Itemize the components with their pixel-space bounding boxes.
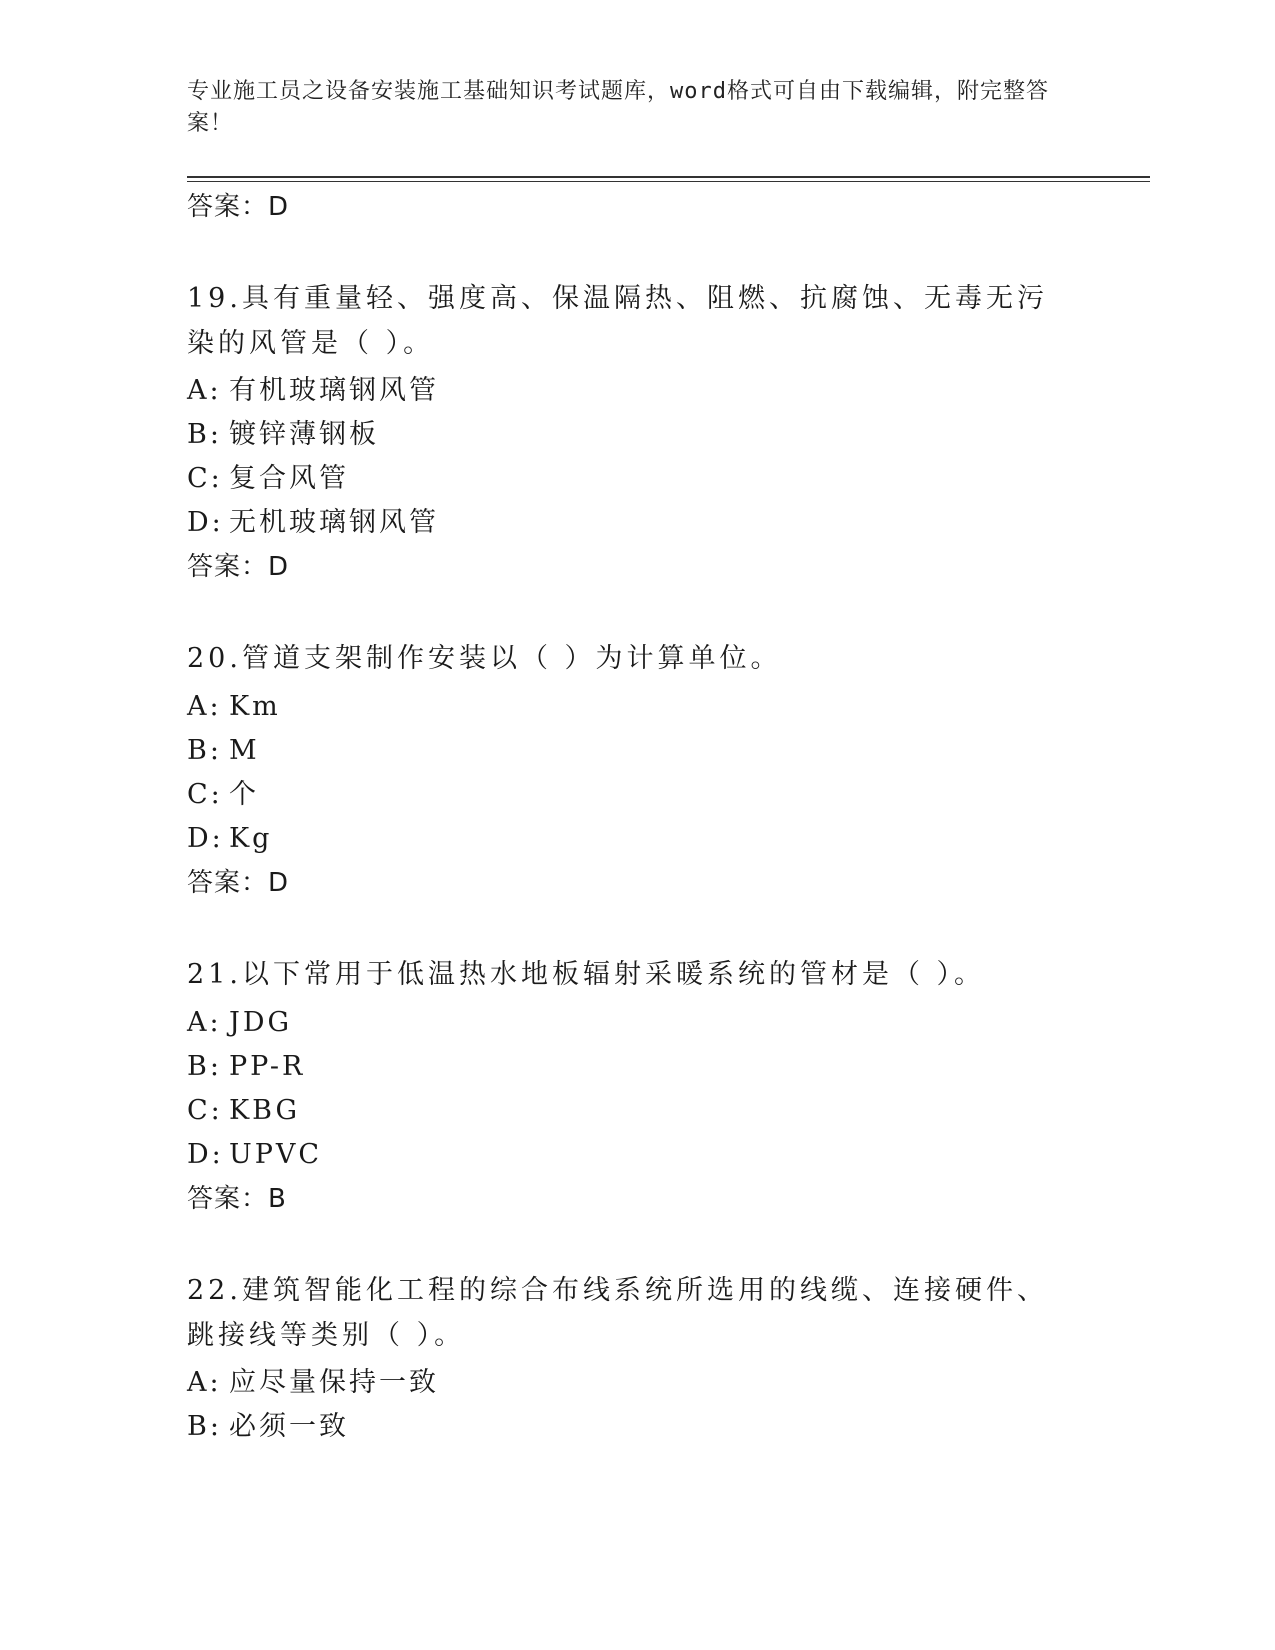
question-text bbox=[187, 636, 1067, 681]
option-c bbox=[187, 780, 259, 810]
option-text: PP-R bbox=[229, 1051, 306, 1082]
option-label: D: bbox=[187, 507, 224, 538]
option-label: B: bbox=[187, 419, 222, 450]
option-c bbox=[187, 1096, 300, 1126]
option-text: 复合风管 bbox=[229, 463, 349, 494]
option-label: C: bbox=[187, 463, 223, 494]
option-text: 有机玻璃钢风管 bbox=[229, 375, 439, 406]
answer-value: D bbox=[268, 868, 290, 898]
option-a bbox=[187, 1368, 439, 1398]
option-label: A: bbox=[187, 691, 222, 722]
answer-line bbox=[187, 192, 289, 222]
question-text bbox=[187, 952, 1067, 997]
option-label: A: bbox=[187, 1367, 222, 1398]
question-body: 具有重量轻、强度高、保温隔热、阻燃、抗腐蚀、无毒无污染的风管是（ ）。 bbox=[187, 283, 1048, 359]
header-divider bbox=[187, 176, 1150, 182]
answer-value: D bbox=[268, 192, 290, 222]
question-body: 建筑智能化工程的综合布线系统所选用的线缆、连接硬件、跳接线等类别（ ）。 bbox=[187, 1275, 1048, 1351]
option-text: KBG bbox=[229, 1095, 301, 1126]
answer-line bbox=[187, 552, 289, 582]
answer-value: B bbox=[268, 1184, 287, 1214]
option-b bbox=[187, 1052, 305, 1082]
option-b bbox=[187, 420, 379, 450]
question-number: 20. bbox=[187, 643, 242, 674]
option-label: B: bbox=[187, 735, 222, 766]
option-a bbox=[187, 692, 281, 722]
option-text: 个 bbox=[229, 779, 259, 810]
answer-line bbox=[187, 1184, 287, 1214]
question-text bbox=[187, 1268, 1067, 1358]
page-header: 专业施工员之设备安装施工基础知识考试题库，word格式可自由下载编辑，附完整答案！ bbox=[187, 79, 1049, 136]
answer-value: D bbox=[268, 552, 290, 582]
answer-label: 答案： bbox=[187, 1184, 269, 1214]
option-label: D: bbox=[187, 1139, 224, 1170]
question-number: 21. bbox=[187, 959, 242, 990]
option-text: 应尽量保持一致 bbox=[229, 1367, 439, 1398]
option-text: Kg bbox=[229, 823, 273, 854]
option-label: D: bbox=[187, 823, 224, 854]
answer-label: 答案： bbox=[187, 868, 269, 898]
question-text bbox=[187, 276, 1067, 366]
answer-label: 答案： bbox=[187, 552, 269, 582]
option-label: C: bbox=[187, 1095, 223, 1126]
option-c bbox=[187, 464, 349, 494]
answer-label: 答案： bbox=[187, 192, 269, 222]
option-text: UPVC bbox=[229, 1139, 323, 1170]
option-label: C: bbox=[187, 779, 223, 810]
question-number: 19. bbox=[187, 283, 242, 314]
option-label: A: bbox=[187, 1007, 222, 1038]
option-text: M bbox=[229, 735, 260, 766]
question-body: 管道支架制作安装以（ ）为计算单位。 bbox=[241, 643, 782, 674]
question-number: 22. bbox=[187, 1275, 242, 1306]
option-b bbox=[187, 1412, 349, 1442]
option-text: 必须一致 bbox=[229, 1411, 349, 1442]
option-text: JDG bbox=[229, 1007, 293, 1038]
option-label: B: bbox=[187, 1051, 222, 1082]
option-d bbox=[187, 1140, 322, 1170]
option-label: A: bbox=[187, 375, 222, 406]
answer-line bbox=[187, 868, 289, 898]
option-text: 无机玻璃钢风管 bbox=[229, 507, 439, 538]
option-b bbox=[187, 736, 260, 766]
option-text: Km bbox=[229, 691, 281, 722]
option-text: 镀锌薄钢板 bbox=[229, 419, 379, 450]
option-label: B: bbox=[187, 1411, 222, 1442]
option-d bbox=[187, 824, 272, 854]
question-body: 以下常用于低温热水地板辐射采暖系统的管材是（ ）。 bbox=[241, 959, 986, 990]
option-a bbox=[187, 1008, 292, 1038]
option-d bbox=[187, 508, 439, 538]
option-a bbox=[187, 376, 439, 406]
